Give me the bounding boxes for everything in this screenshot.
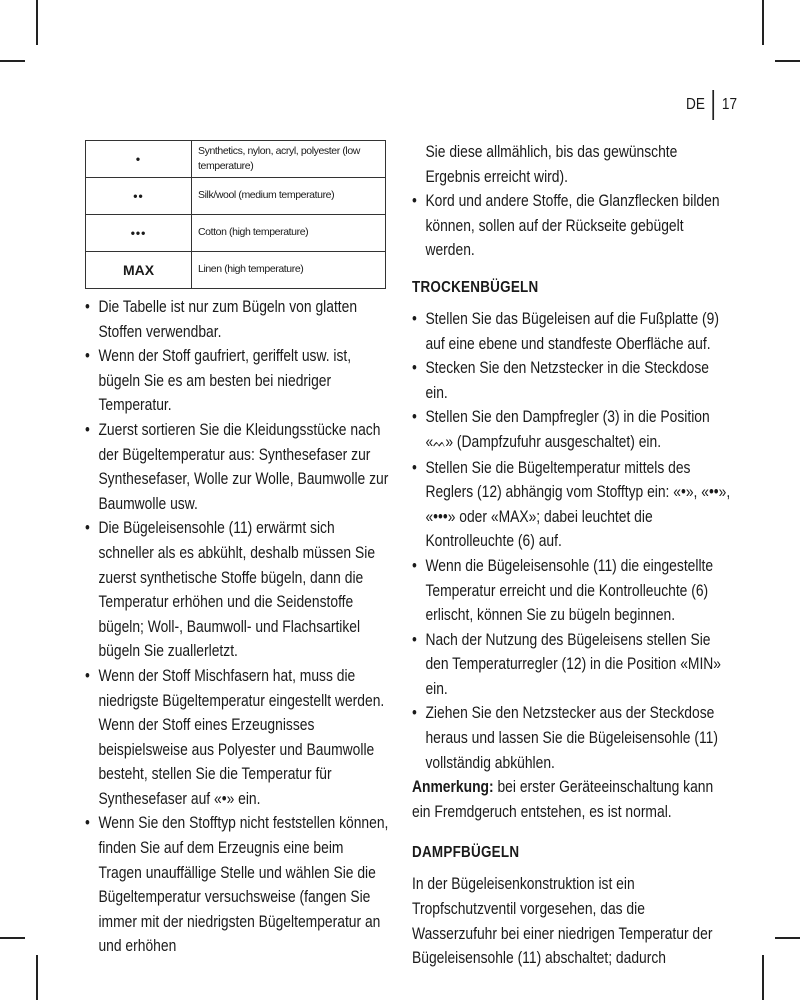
list-item: • Ziehen Sie den Netzstecker aus der Steckdose heraus und lassen Sie die Bügeleisensohle (11) vollständig abkühlen. — [412, 701, 734, 775]
section-title-dry-ironing: TROCKENBÜGELN — [412, 278, 539, 296]
list-item-text: » (Dampfzufuhr ausgeschaltet) ein. — [445, 432, 662, 451]
list-item: • Wenn die Bügeleisensohle (11) die eingestellte Temperatur erreicht und die Kontrolleuchte (6) erlischt, können Sie zu bügeln beginnen. — [412, 554, 734, 628]
list-item: • Die Bügeleisensohle (11) erwärmt sich schneller als es abkühlt, deshalb müssen Sie zuerst synthetische Stoffe bügeln, dann die Temperatur erhöhen und die Seidenstoffe bügeln; Woll-, Baumwoll- und Flachsartikel bügeln Sie zuallerletzt. — [85, 516, 390, 664]
list-item-text: Stellen Sie den Dampfregler (3) in die Position « — [425, 408, 710, 451]
header-divider — [713, 90, 715, 120]
table-row — [86, 178, 386, 215]
section-title-steam-ironing: DAMPFBÜGELN — [412, 844, 520, 862]
crop-mark — [0, 60, 25, 62]
crop-mark — [775, 60, 800, 62]
table-row — [86, 252, 386, 289]
temperature-symbol: ••• — [86, 215, 192, 252]
crop-mark — [775, 937, 800, 939]
fabric-description: Linen (high temperature) — [192, 252, 386, 289]
list-item: • Wenn der Stoff Mischfasern hat, muss die niedrigste Bügeltemperatur eingestellt werden. Wenn der Stoff eines Erzeugnisses beispielsweise aus Polyester und Baumwolle besteht, stellen Sie die Temperatur für Synthesefaser auf «•» ein. — [85, 664, 390, 812]
temperature-symbol: • — [86, 141, 192, 178]
page-header — [686, 90, 737, 120]
left-column — [85, 140, 390, 959]
steam-ironing-paragraph: In der Bügeleisenkonstruktion ist ein Tropfschutzventil vorgesehen, das die Wasserzufuhr bei einer niedrigen Temperatur der Bügeleisensohle (11) abschaltet; dadurch — [412, 875, 713, 968]
crop-mark — [36, 0, 38, 45]
temperature-symbol: •• — [86, 178, 192, 215]
crop-mark — [0, 937, 25, 939]
continued-text: Sie diese allmählich, bis das gewünschte Ergebnis erreicht wird). — [425, 143, 678, 186]
fabric-description: Silk/wool (medium temperature) — [192, 178, 386, 215]
table-row — [86, 215, 386, 252]
list-item: • Nach der Nutzung des Bügeleisens stellen Sie den Temperaturregler (12) in die Position «MIN» ein. — [412, 628, 734, 702]
note-label: Anmerkung: — [412, 778, 494, 797]
steam-off-icon: ᨓ — [433, 434, 446, 450]
right-column — [412, 140, 734, 971]
list-item: • Wenn der Stoff gaufriert, geriffelt usw. ist, bügeln Sie es am besten bei niedriger Temperatur. — [85, 344, 390, 418]
note-paragraph — [412, 775, 734, 824]
note-text: bei erster Geräteeinschaltung kann ein Fremdgeruch entstehen, es ist normal. — [412, 778, 714, 821]
page-number: 17 — [721, 96, 737, 113]
ironing-tips-list — [85, 295, 390, 959]
list-item: • Zuerst sortieren Sie die Kleidungsstücke nach der Bügeltemperatur aus: Synthesefaser zur Synthesefaser, Wolle zur Wolle, Baumwolle zur Baumwolle usw. — [85, 418, 390, 516]
list-item: • Kord und andere Stoffe, die Glanzflecken bilden können, sollen auf der Rückseite gebügelt werden. — [412, 189, 734, 263]
ironing-tips-list-continued — [412, 189, 734, 263]
language-code: DE — [685, 96, 705, 113]
list-item: • Stellen Sie die Bügeltemperatur mittels des Reglers (12) abhängig vom Stofftyp ein: «•», «••», «•••» oder «MAX»; dabei leuchtet die Kontrolleuchte (6) auf. — [412, 456, 734, 554]
list-item: • Stecken Sie den Netzstecker in die Steckdose ein. — [412, 356, 734, 405]
fabric-description: Cotton (high temperature) — [192, 215, 386, 252]
crop-mark — [762, 0, 764, 45]
temperature-symbol: MAX — [86, 252, 192, 289]
dry-ironing-list — [412, 307, 734, 775]
crop-mark — [36, 955, 38, 1000]
fabric-description: Synthetics, nylon, acryl, polyester (low temperature) — [192, 141, 386, 178]
list-item: • Die Tabelle ist nur zum Bügeln von glatten Stoffen verwendbar. — [85, 295, 390, 344]
temperature-legend-table — [85, 140, 386, 289]
crop-mark — [762, 955, 764, 1000]
list-item: • Stellen Sie das Bügeleisen auf die Fußplatte (9) auf eine ebene und standfeste Oberfläche auf. — [412, 307, 734, 356]
table-row — [86, 141, 386, 178]
list-item — [412, 405, 734, 455]
list-item: • Wenn Sie den Stofftyp nicht feststellen können, finden Sie auf dem Erzeugnis eine beim Tragen unauffällige Stelle und wählen Sie die Bügeltemperatur versuchsweise (fangen Sie immer mit der niedrigsten Bügeltemperatur an und erhöhen — [85, 811, 390, 959]
